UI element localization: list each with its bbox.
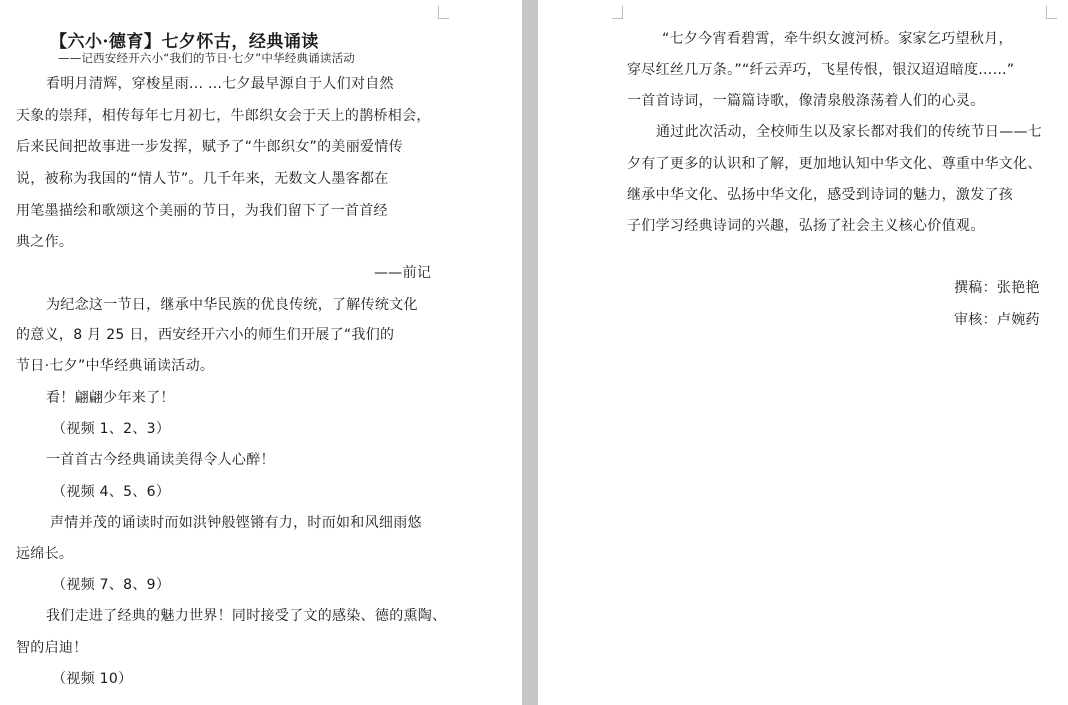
paragraph-line: 的意义，8 月 25 日，西安经开六小的师生们开展了“我们的 xyxy=(16,327,395,343)
poem-line: 穿尽红丝几万条。”“纤云弄巧，飞星传恨，银汉迢迢暗度……” xyxy=(627,62,1015,78)
video-caption: （视频 10） xyxy=(52,671,133,687)
left-page xyxy=(0,0,522,705)
paragraph-line: 智的启迪！ xyxy=(16,640,88,656)
poem-line: “七夕今宵看碧霄，牵牛织女渡河桥。家家乞巧望秋月， xyxy=(662,31,1013,47)
paragraph-line: 后来民间把故事进一步发挥，赋予了“牛郎织女”的美丽爱情传 xyxy=(16,139,403,155)
video-caption: （视频 7、8、9） xyxy=(52,577,171,593)
paragraph-line: 典之作。 xyxy=(16,234,74,250)
paragraph-line: 通过此次活动，全校师生以及家长都对我们的传统节日——七 xyxy=(656,124,1043,140)
paragraph-line: 看明月清辉，穿梭星雨... ...七夕最早源自于人们对自然 xyxy=(46,76,394,92)
video-caption: （视频 4、5、6） xyxy=(52,484,171,500)
crop-mark xyxy=(612,6,623,19)
paragraph-line: 远绵长。 xyxy=(16,546,74,562)
author-credit: 撰稿：张艳艳 xyxy=(954,280,1040,296)
paragraph-line: 为纪念这一节日，继承中华民族的优良传统，了解传统文化 xyxy=(46,297,418,313)
page-gutter xyxy=(522,0,538,705)
paragraph-line: 看！翩翩少年来了！ xyxy=(46,390,175,406)
crop-mark xyxy=(1046,6,1057,19)
paragraph-line: 说，被称为我国的“情人节”。几千年来，无数文人墨客都在 xyxy=(16,171,389,187)
paragraph-line: 用笔墨描绘和歌颂这个美丽的节日，为我们留下了一首首经 xyxy=(16,203,388,219)
paragraph-line: 我们走进了经典的魅力世界！同时接受了文的感染、德的熏陶、 xyxy=(46,608,447,624)
preface-signature: ——前记 xyxy=(374,265,432,281)
right-page xyxy=(538,0,1068,705)
paragraph-line: 声情并茂的诵读时而如洪钟般铿锵有力，时而如和风细雨悠 xyxy=(50,515,422,531)
paragraph-line: 夕有了更多的认识和了解，更加地认知中华文化、尊重中华文化、 xyxy=(627,156,1042,172)
paragraph-line: 子们学习经典诗词的兴趣，弘扬了社会主义核心价值观。 xyxy=(627,218,985,234)
paragraph-line: 天象的崇拜，相传每年七月初七，牛郎织女会于天上的鹊桥相会， xyxy=(16,108,431,124)
paragraph-line: 继承中华文化、弘扬中华文化，感受到诗词的魅力，激发了孩 xyxy=(627,187,1014,203)
paragraph-line: 一首首古今经典诵读美得令人心醉！ xyxy=(46,452,275,468)
crop-mark xyxy=(438,6,449,19)
paragraph-line: 节日·七夕”中华经典诵读活动。 xyxy=(16,358,215,374)
reviewer-credit: 审核：卢婉药 xyxy=(954,312,1040,328)
document-title: 【六小·德育】七夕怀古，经典诵读 xyxy=(50,32,319,52)
video-caption: （视频 1、2、3） xyxy=(52,421,171,437)
document-subtitle: ——记西安经开六小“我们的节日·七夕”中华经典诵读活动 xyxy=(58,51,355,65)
paragraph-line: 一首首诗词，一篇篇诗歌，像清泉般涤荡着人们的心灵。 xyxy=(627,93,985,109)
